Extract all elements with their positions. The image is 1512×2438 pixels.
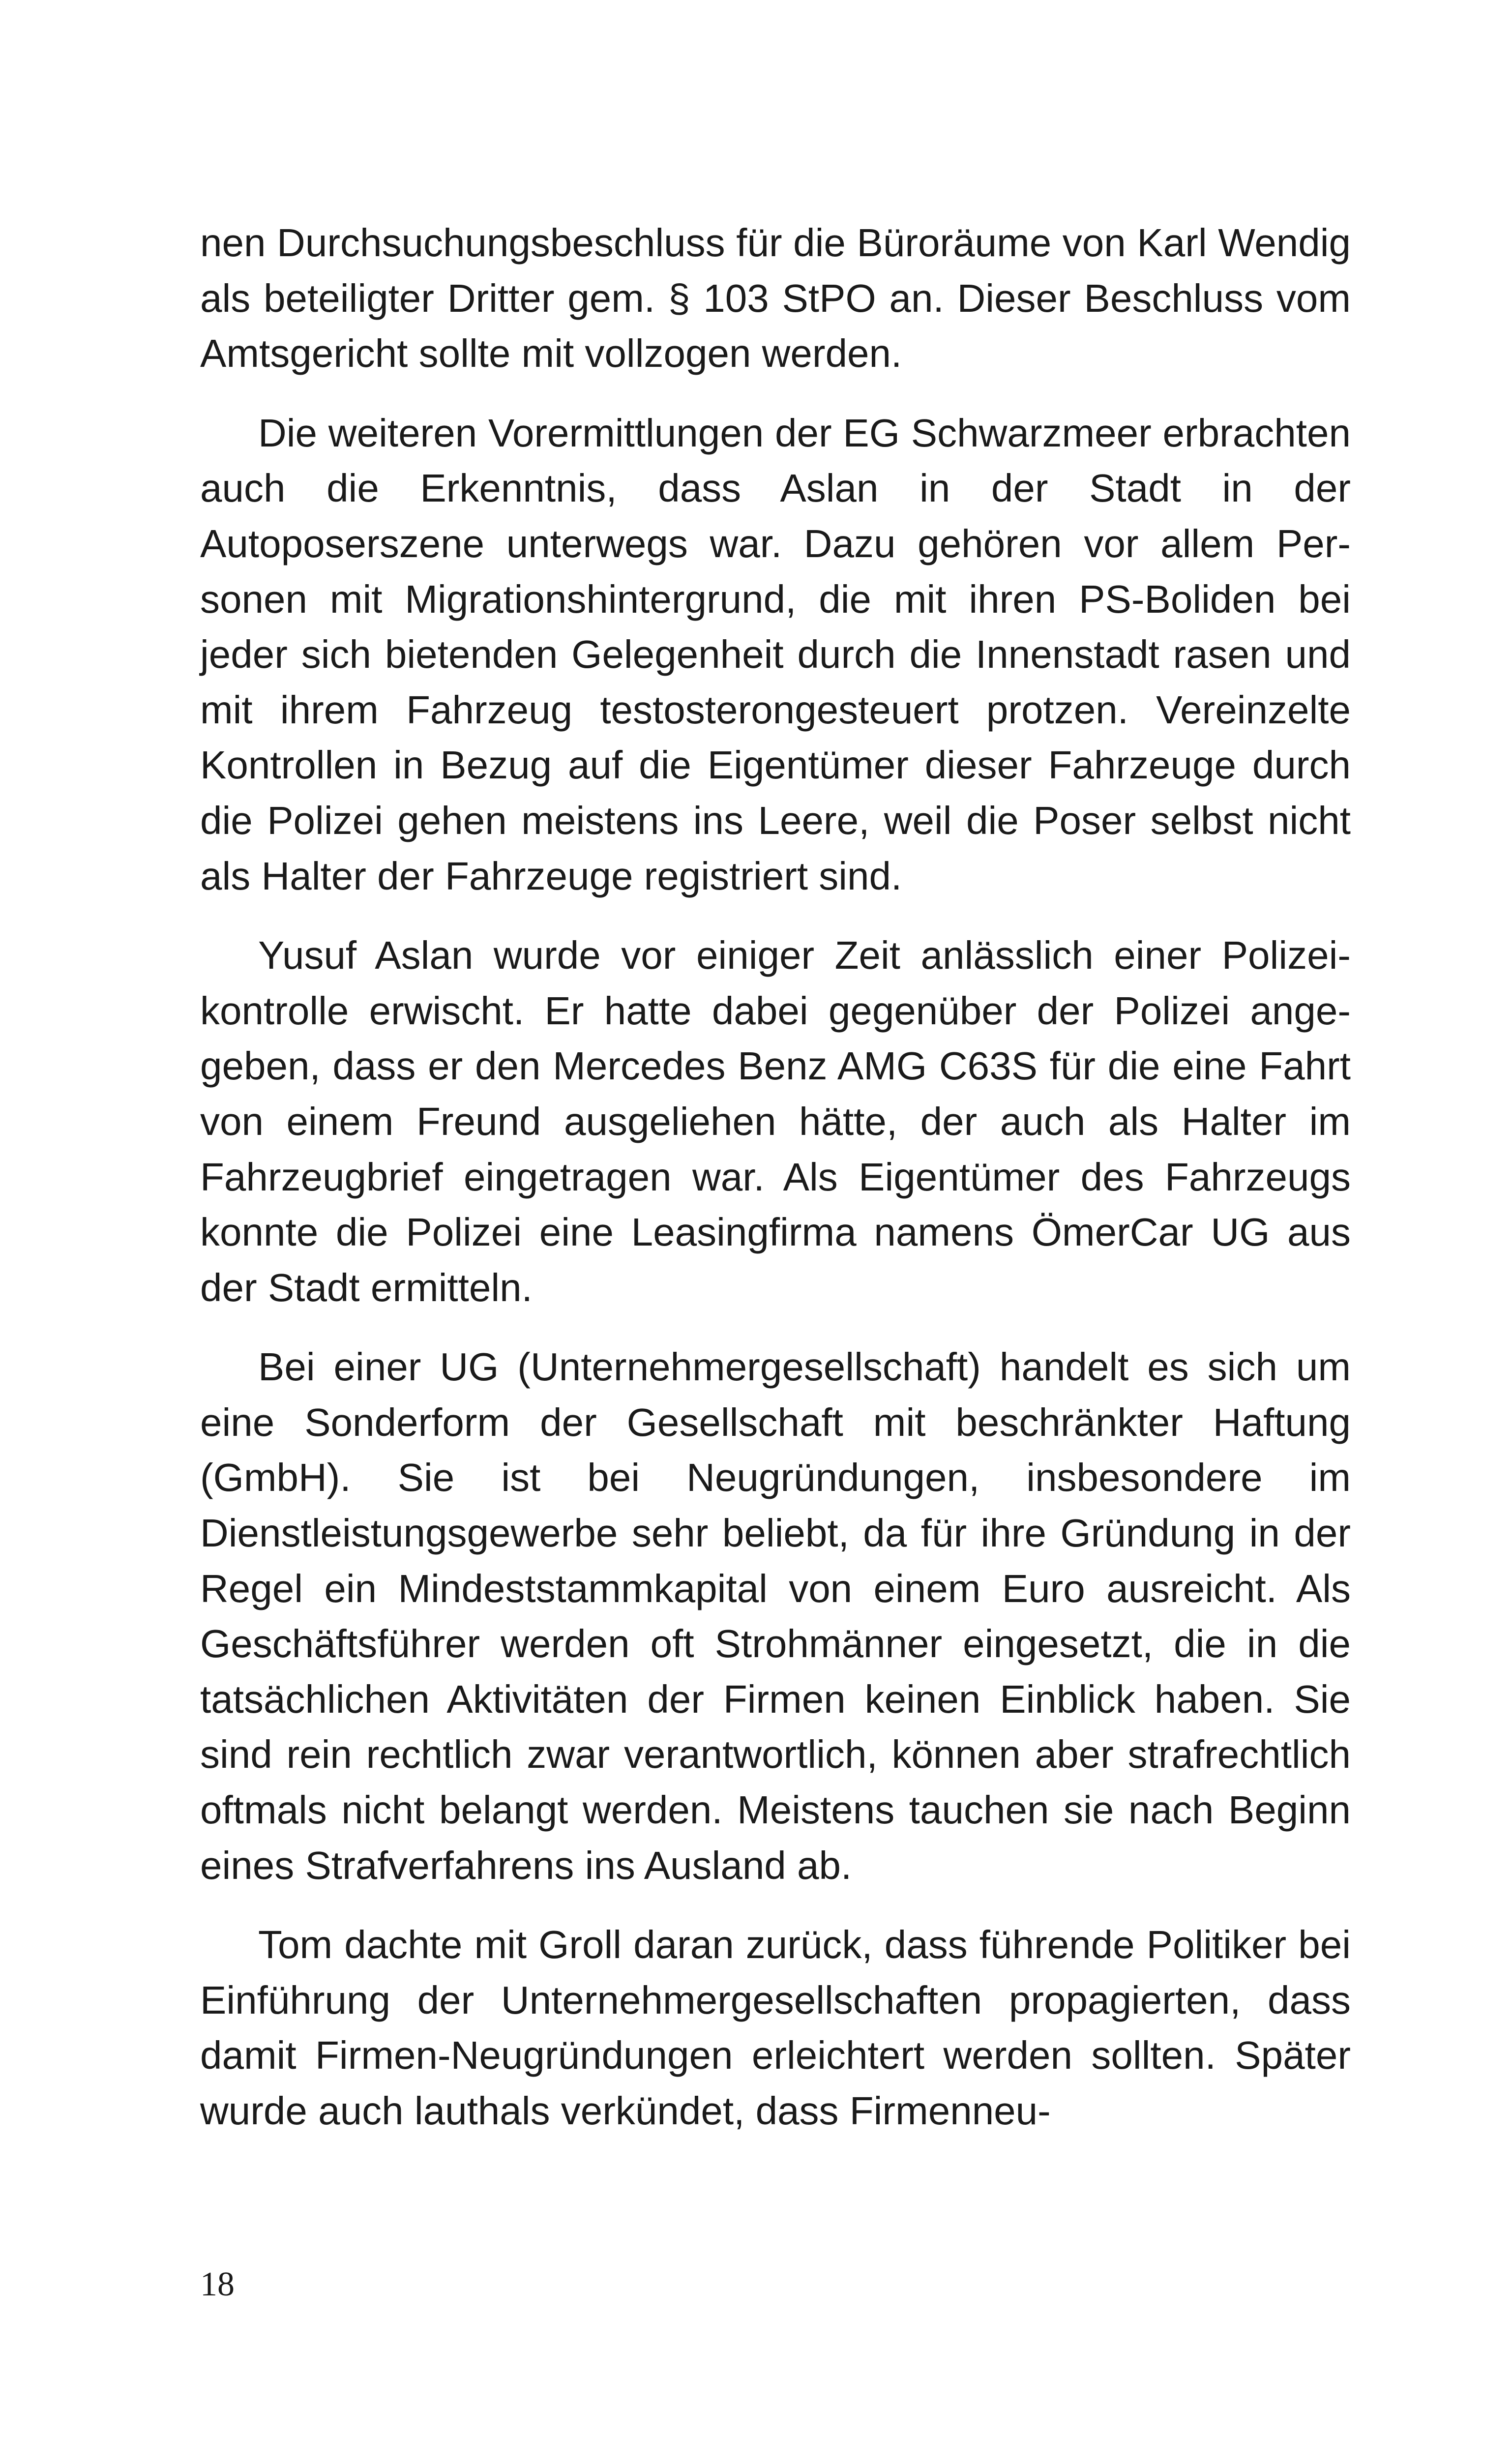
paragraph-1: nen Durchsuchungsbeschluss für die Büroräume von Karl Wendig als beteiligter Dritter gem. § 103 StPO an. Dieser Beschluss vom Amtsgericht sollte mit vollzogen werden. [200,221,1351,376]
body-text [200,215,1351,2163]
paragraph-4: Bei einer UG (Unternehmergesellschaft) handelt es sich um eine Sonderform der Gesellschaft mit beschränkter Haftung (GmbH). Sie ist bei Neugründungen, insbesondere im Dienstleistungsgewerbe sehr beliebt, da für ihre Gründung in der Regel ein Mindeststammkapital von einem Euro ausreicht. Als Geschäftsführer werden oft Strohmänner eingesetzt, die in die tatsächlichen Aktivitäten der Firmen keinen Einblick haben. Sie sind rein rechtlich zwar verantwortlich, können aber strafrechtlich oftmals nicht belangt werden. Meistens tauchen sie nach Beginn eines Strafverfahrens ins Ausland ab. [200,1345,1351,1887]
page-number: 18 [200,2265,235,2303]
paragraph-5: Tom dachte mit Groll daran zurück, dass führende Politiker bei Einführung der Unternehmergesellschaften propagierten, dass damit Firmen-Neugründungen erleichtert werden sollten. Später wurde auch lauthals verkündet, dass Firmenneu- [200,1923,1351,2133]
paragraph-2: Die weiteren Vorermittlungen der EG Schwarzmeer erbrachten auch die Erkenntnis, dass Aslan in der Stadt in der Autoposerszene unterwegs war. Dazu gehören vor allem Personen mit Migrationshintergrund, die mit ihren PS-Boliden bei jeder sich bietenden Gelegenheit durch die Innenstadt rasen und mit ihrem Fahrzeug testosterongesteuert protzen. Vereinzelte Kontrollen in Bezug auf die Eigentümer dieser Fahrzeuge durch die Polizei gehen meistens ins Leere, weil die Poser selbst nicht als Halter der Fahrzeuge registriert sind. [200,411,1351,898]
paragraph-3: Yusuf Aslan wurde vor einiger Zeit anlässlich einer Polizeikontrolle erwischt. Er hatte dabei gegenüber der Polizei angegeben, dass er den Mercedes Benz AMG C63S für die eine Fahrt von einem Freund ausgeliehen hätte, der auch als Halter im Fahrzeugbrief eingetragen war. Als Eigentümer des Fahrzeugs konnte die Polizei eine Leasingfirma namens ÖmerCar UG aus der Stadt ermitteln. [200,933,1351,1309]
